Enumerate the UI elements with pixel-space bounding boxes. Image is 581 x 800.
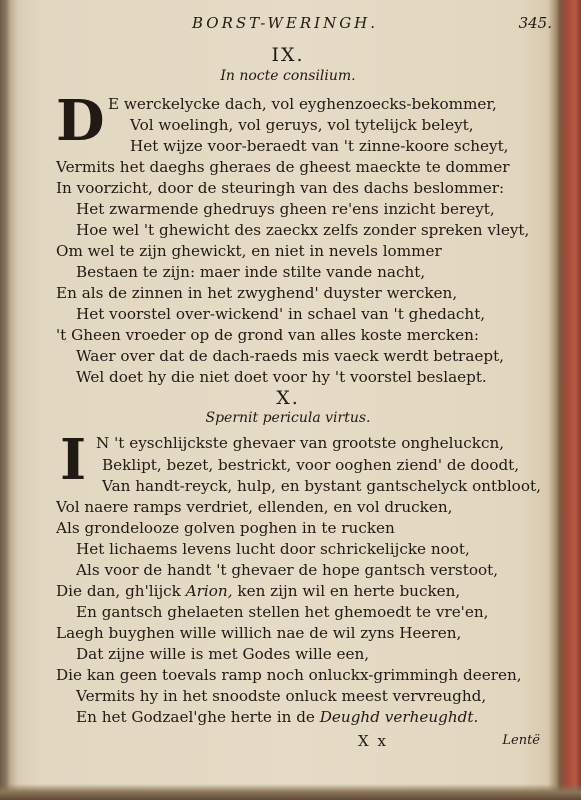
section-number-x: X. bbox=[276, 387, 300, 409]
verse-line: Vol naere ramps verdriet, ellenden, en vol drucken, bbox=[56, 498, 453, 516]
running-head-title: BORST-WERINGH. bbox=[192, 14, 379, 32]
verse-line: Beklipt, bezet, bestrickt, voor ooghen ziend' de doodt, bbox=[102, 456, 520, 474]
verse-line: Wel doet hy die niet doet voor hy 't voorstel beslaept. bbox=[76, 368, 487, 386]
drop-cap-d: D bbox=[56, 88, 105, 154]
verse-line: Vermits hy in het snoodste onluck meest vervreughd, bbox=[76, 687, 487, 705]
verse-line: Laegh buyghen wille willich nae de wil zyns Heeren, bbox=[56, 624, 462, 642]
name-arion: Arion, bbox=[185, 582, 233, 600]
verse-line: Als voor de handt 't ghevaer de hope gantsch verstoot, bbox=[76, 561, 499, 579]
signature-mark: X x bbox=[358, 732, 388, 750]
verse-line: Het wijze voor-beraedt van 't zinne-koore scheyt, bbox=[130, 137, 509, 155]
page-bottom-edge bbox=[0, 784, 581, 800]
phrase-deughd: Deughd verheughdt. bbox=[319, 708, 479, 726]
verse-line: 't Gheen vroeder op de grond van alles koste mercken: bbox=[56, 326, 479, 344]
verse-line: Het voorstel over-wickend' in schael van 't ghedacht, bbox=[76, 305, 486, 323]
verse-line: Het zwarmende ghedruys gheen re'ens inzicht bereyt, bbox=[76, 200, 495, 218]
verse-line: Die kan geen toevals ramp noch onluckx-grimmingh deeren, bbox=[56, 666, 522, 684]
verse-line: Hoe wel 't ghewicht des zaeckx zelfs zonder spreken vleyt, bbox=[76, 221, 530, 239]
verse-line: Waer over dat de dach-raeds mis vaeck werdt betraept, bbox=[76, 347, 505, 365]
catchword: Lentë bbox=[502, 733, 540, 748]
verse-line: Vermits het daeghs gheraes de gheest maeckte te dommer bbox=[56, 158, 510, 176]
section-motto-x: Spernit pericula virtus. bbox=[205, 410, 371, 426]
book-page bbox=[22, 0, 554, 782]
verse-line: Bestaen te zijn: maer inde stilte vande nacht, bbox=[76, 263, 426, 281]
verse-line: Dat zijne wille is met Godes wille een, bbox=[76, 645, 370, 663]
verse-line: Van handt-reyck, hulp, en bystant gantschelyck ontbloot, bbox=[102, 477, 541, 495]
page-number: 345. bbox=[518, 14, 552, 32]
verse-text: En het Godzael'ghe herte in de bbox=[76, 708, 315, 726]
verse-text: Die dan, gh'lijck bbox=[56, 582, 181, 600]
verse-text: ken zijn wil en herte bucken, bbox=[232, 582, 461, 600]
section-number-ix: IX. bbox=[271, 44, 305, 66]
running-head bbox=[22, 14, 554, 36]
facing-page-bleed bbox=[556, 60, 581, 760]
verse-line-deughd bbox=[76, 707, 478, 727]
verse-line: E werckelycke dach, vol eyghenzoecks-bekommer, bbox=[108, 95, 497, 113]
verse-line: Om wel te zijn ghewickt, en niet in nevels lommer bbox=[56, 242, 442, 260]
drop-cap-i: I bbox=[60, 427, 87, 493]
verse-line: En gantsch ghelaeten stellen het ghemoedt te vre'en, bbox=[76, 603, 489, 621]
verse-line: In voorzicht, door de steuringh van des dachs beslommer: bbox=[56, 179, 505, 197]
verse-line: N 't eyschlijckste ghevaer van grootste ongheluckcn, bbox=[96, 434, 505, 452]
verse-line: Het lichaems levens lucht door schrickelijcke noot, bbox=[76, 540, 470, 558]
section-motto-ix: In nocte consilium. bbox=[220, 68, 356, 84]
verse-line-arion bbox=[56, 581, 460, 601]
verse-line: En als de zinnen in het zwyghend' duyster wercken, bbox=[56, 284, 458, 302]
verse-line: Vol woelingh, vol geruys, vol tytelijck beleyt, bbox=[130, 116, 474, 134]
verse-line: Als grondelooze golven poghen in te rucken bbox=[56, 519, 395, 537]
